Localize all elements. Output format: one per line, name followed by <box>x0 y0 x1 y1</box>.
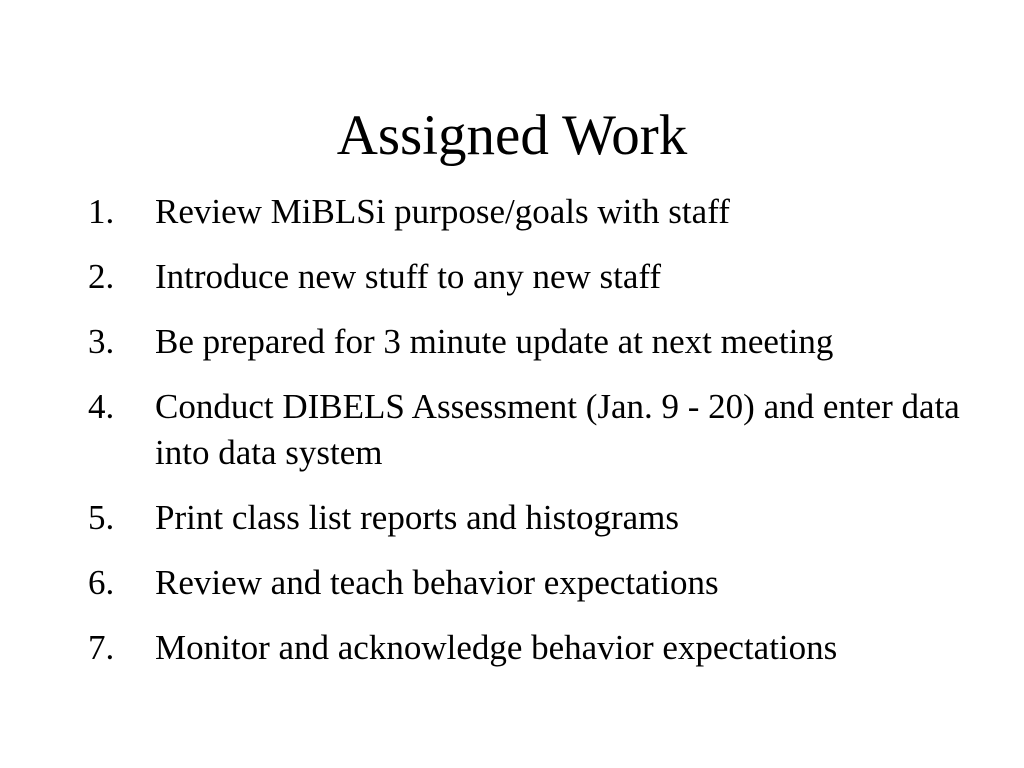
slide-title: Assigned Work <box>336 104 688 167</box>
list-item <box>88 254 968 300</box>
item-number: 2. <box>88 257 115 296</box>
item-number: 1. <box>88 192 115 231</box>
item-text: Monitor and acknowledge behavior expectations <box>155 628 838 667</box>
item-number: 6. <box>88 563 115 602</box>
item-text: Review and teach behavior expectations <box>155 563 719 602</box>
item-text: Review MiBLSi purpose/goals with staff <box>155 192 730 231</box>
item-text: Print class list reports and histograms <box>155 498 679 537</box>
item-number: 7. <box>88 628 115 667</box>
list-item <box>88 189 968 235</box>
item-text: Be prepared for 3 minute update at next meeting <box>155 322 834 361</box>
list-item <box>88 319 968 365</box>
item-text: Introduce new stuff to any new staff <box>155 257 662 296</box>
list-item <box>88 560 968 606</box>
item-number: 4. <box>88 387 115 426</box>
list-item <box>88 495 968 541</box>
item-text: Conduct DIBELS Assessment (Jan. 9 - 20) and enter data into data system <box>155 387 960 472</box>
item-number: 5. <box>88 498 115 537</box>
list-item <box>88 384 968 476</box>
item-number: 3. <box>88 322 115 361</box>
assigned-work-list <box>88 189 968 690</box>
list-item <box>88 625 968 671</box>
